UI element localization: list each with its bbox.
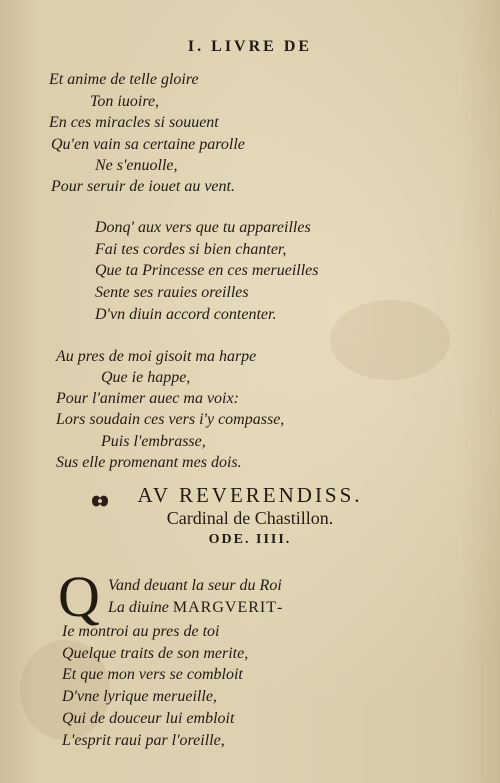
verse-line: Quelque traits de son merite, bbox=[62, 645, 249, 662]
verse-line: En ces miracles si souuent bbox=[49, 114, 219, 131]
verse-line: Fai tes cordes si bien chanter, bbox=[95, 241, 287, 258]
verse-line: L'esprit raui par l'oreille, bbox=[62, 732, 225, 749]
verse-line: Ton iuoire, bbox=[90, 93, 160, 110]
verse-line: Vand deuant la seur du Roi bbox=[108, 577, 282, 594]
verse-line: Donq' aux vers que tu appareilles bbox=[95, 219, 311, 236]
verse-line: Que ie happe, bbox=[101, 369, 191, 386]
verse-line: Puis l'embrasse, bbox=[101, 433, 206, 450]
verse-line: Et anime de telle gloire bbox=[49, 71, 199, 88]
verse-line: Ie montroi au pres de toi bbox=[62, 623, 220, 640]
paper-stain bbox=[330, 300, 450, 380]
proper-name: MARGVERIT bbox=[172, 599, 277, 616]
verse-line: Sus elle promenant mes dois. bbox=[56, 454, 242, 471]
verse-line: D'vne lyrique merueille, bbox=[62, 688, 217, 705]
drop-cap: Q bbox=[58, 564, 100, 629]
verse-line: Qu'en vain sa certaine parolle bbox=[51, 136, 245, 153]
dedication-subtitle: Cardinal de Chastillon. bbox=[166, 508, 334, 528]
verse-line: Pour l'animer auec ma voix: bbox=[56, 390, 239, 407]
verse-line: Qui de douceur lui embloit bbox=[62, 710, 235, 727]
verse-line: Ne s'enuolle, bbox=[95, 157, 178, 174]
verse-line: Que ta Princesse en ces merueilles bbox=[95, 262, 319, 279]
verse-fragment: - bbox=[277, 599, 283, 616]
ode-number: ODE. IIII. bbox=[208, 532, 292, 547]
verse-line: Sente ses rauies oreilles bbox=[95, 284, 249, 301]
verse-line bbox=[108, 598, 282, 618]
dedication-title: AV REVERENDISS. bbox=[137, 483, 363, 507]
verse-fragment: La diuine bbox=[108, 599, 169, 616]
verse-line: Et que mon vers se combloit bbox=[62, 666, 243, 683]
verse-line: Au pres de moi gisoit ma harpe bbox=[56, 348, 257, 365]
verse-line: Pour seruir de iouet au vent. bbox=[51, 178, 235, 195]
verse-line: Lors soudain ces vers i'y compasse, bbox=[56, 411, 285, 428]
running-header: I. LIVRE DE bbox=[187, 38, 313, 55]
verse-line: D'vn diuin accord contenter. bbox=[95, 306, 277, 323]
